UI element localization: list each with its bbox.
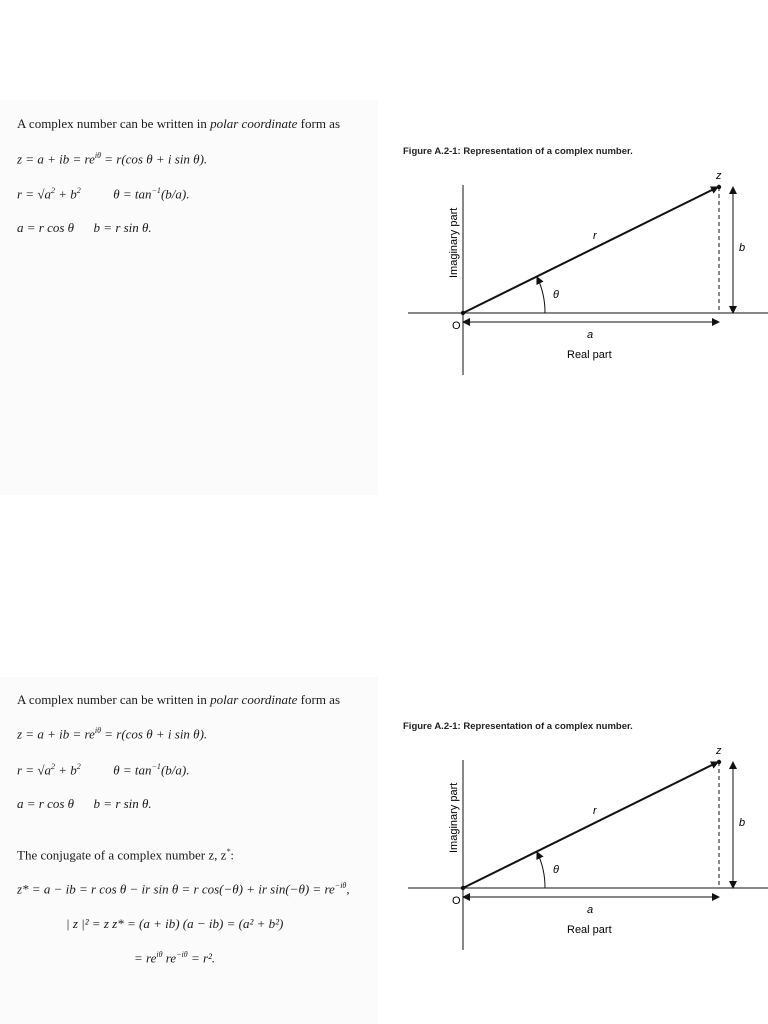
- conjugate-intro: The conjugate of a complex number z, z*:: [17, 847, 234, 863]
- eq-modulus-b: + b: [54, 186, 77, 202]
- origin-dot: [461, 311, 465, 315]
- modulus-polar-exp2: −iθ: [176, 950, 188, 959]
- eq-argument-ratio: (b/a).: [160, 186, 190, 202]
- eq-modulus-a: r = √a: [17, 186, 51, 202]
- conjugate-equation: z* = a − ib = r cos θ − ir sin θ = r cos(−θ) + ir $\sin(-\theta) = re^{-i\theta}$,: [17, 881, 350, 897]
- intro-after: form as: [297, 692, 341, 707]
- eq-polar-right: = r(cos θ + i sin θ).: [101, 151, 208, 167]
- eq-polar-exponent: iθ: [94, 726, 101, 735]
- figure-title: Figure A.2-1: Representation of a complex number.: [403, 146, 633, 157]
- modulus-squared-equation: | z |² = z z* = (a + ib) (a − ib) = (a² + b²): [66, 916, 284, 931]
- point-z-label: z: [716, 170, 722, 182]
- slide-2: [0, 512, 768, 1024]
- angle-arc: [537, 852, 545, 888]
- eq-modulus-b: + b: [54, 762, 77, 778]
- eq-argument-exponent: −1: [151, 762, 161, 771]
- figure-title: Figure A.2-1: Representation of a complex number.: [403, 721, 633, 732]
- equation-components: a = r cos θ b = r sin θ.: [17, 220, 152, 235]
- equation-components: a = r cos θ b = r sin θ.: [17, 796, 152, 811]
- y-axis-title: Imaginary part: [448, 782, 460, 853]
- modulus-squared-polar: [134, 950, 215, 966]
- eq-polar-right: = r(cos θ + i sin θ).: [101, 726, 208, 742]
- eq-polar-exponent: iθ: [94, 151, 101, 160]
- equation-modulus-argument: $r = √a^2 + b^2$ $\theta = \tan^{-1}(b/a)$.: [17, 762, 190, 778]
- equation-modulus-argument: $r = √a^2 + b^2$ $\theta = \tan^{-1}(b/a)$.: [17, 186, 190, 202]
- complex-plane-figure: [380, 740, 768, 955]
- eq-modulus-a: r = √a: [17, 762, 51, 778]
- x-axis-title: Real part: [567, 349, 612, 361]
- equation-polar-form: [17, 151, 207, 167]
- modulus-polar-mid: re: [162, 950, 177, 966]
- angle-label: θ: [553, 864, 559, 876]
- y-axis-title: Imaginary part: [448, 207, 460, 278]
- a-label: a: [587, 329, 594, 341]
- intro-before: A complex number can be written in: [17, 116, 211, 131]
- conjugate-eq-body: z* = a − ib = r cos θ − ir sin θ = r cos(−θ) + ir sin(−θ) = re: [17, 881, 335, 897]
- origin-label: O: [452, 320, 461, 332]
- origin-label: O: [452, 895, 461, 907]
- conjugate-intro-text: The conjugate of a complex number z, z: [17, 847, 227, 863]
- eq-argument: θ = tan: [113, 186, 152, 202]
- conjugate-eq-exponent: −iθ: [334, 881, 347, 890]
- intro-text: [17, 692, 340, 708]
- eq-argument: θ = tan: [113, 762, 152, 778]
- angle-arc: [537, 277, 545, 313]
- b-label: b: [739, 817, 746, 829]
- vector-r-label: r: [593, 230, 597, 242]
- point-z-label: z: [716, 745, 722, 757]
- modulus-polar-end: = r².: [187, 950, 216, 966]
- b-label: b: [739, 242, 746, 254]
- modulus-polar-exp1: iθ: [156, 950, 163, 959]
- eq-polar-left: z = a + ib = re: [17, 726, 95, 742]
- modulus-polar-start: = re: [134, 950, 157, 966]
- complex-plane-figure: [380, 165, 768, 380]
- intro-text: [17, 116, 340, 132]
- intro-before: A complex number can be written in: [17, 692, 211, 707]
- vector-r: [463, 762, 718, 888]
- angle-label: θ: [553, 289, 559, 301]
- x-axis-title: Real part: [567, 924, 612, 936]
- a-label: a: [587, 904, 594, 916]
- eq-argument-ratio: (b/a).: [160, 762, 190, 778]
- intro-after: form as: [297, 116, 341, 131]
- origin-dot: [461, 886, 465, 890]
- eq-polar-left: z = a + ib = re: [17, 151, 95, 167]
- vector-r-label: r: [593, 805, 597, 817]
- vector-r: [463, 187, 718, 313]
- intro-emphasis: polar coordinate: [210, 116, 298, 131]
- intro-emphasis: polar coordinate: [210, 692, 298, 707]
- equation-polar-form: [17, 726, 207, 742]
- eq-argument-exponent: −1: [151, 186, 161, 195]
